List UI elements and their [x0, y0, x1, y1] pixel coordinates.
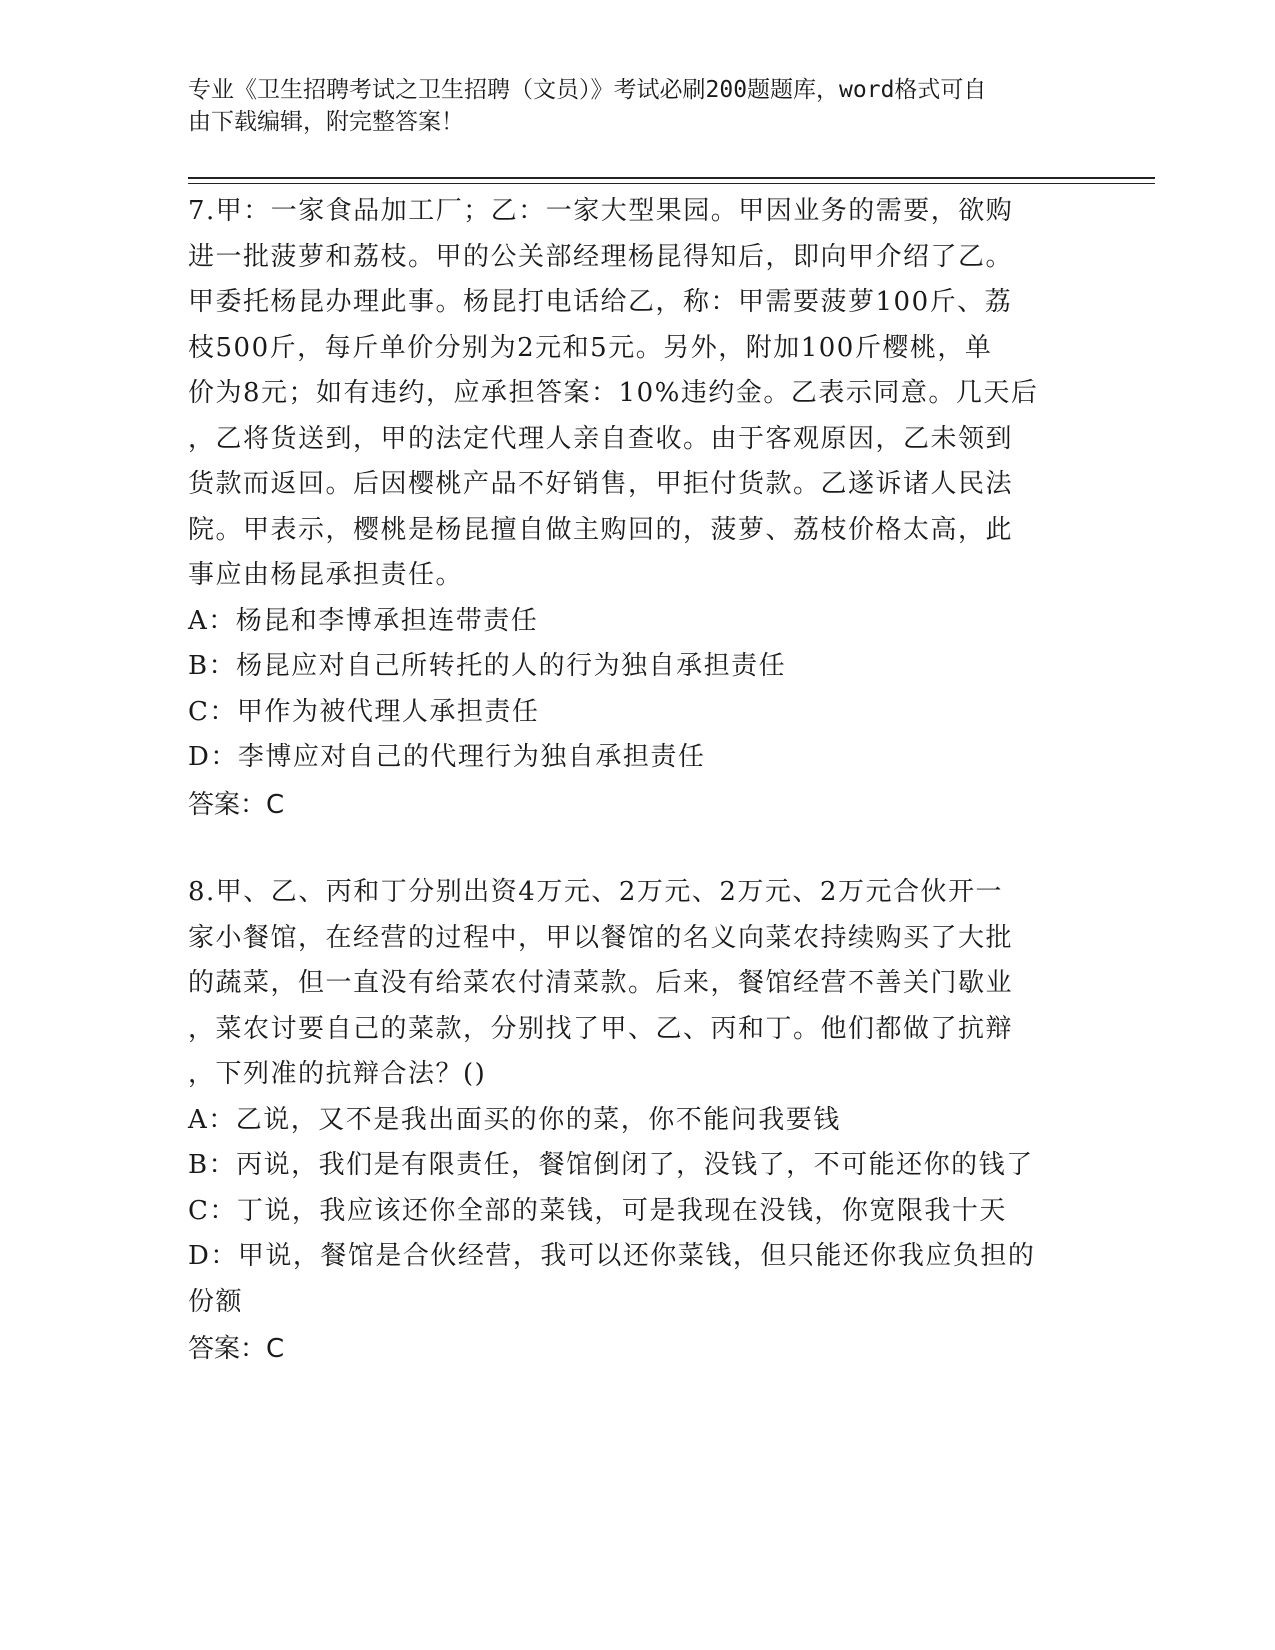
stem-line: ，下列准的抗辩合法？() [188, 1059, 487, 1089]
answer: 答案：C [188, 789, 285, 820]
header-line-1: 专业《卫生招聘考试之卫生招聘（文员）》考试必刷200题题库，word格式可自 [188, 77, 987, 103]
stem-line: 价为8元；如有违约，应承担答案：10%违约金。乙表示同意。几天后 [188, 378, 1039, 408]
question-7 [188, 189, 1068, 828]
question-stem [188, 189, 1068, 599]
stem-line: 枝500斤，每斤单价分别为2元和5元。另外，附加100斤樱桃，单 [188, 332, 993, 363]
header-divider-thin [188, 183, 1155, 184]
document-header [188, 74, 1068, 138]
question-8 [188, 870, 1068, 1373]
stem-line: 8.甲、乙、丙和丁分别出资4万元、2万元、2万元、2万元合伙开一 [188, 877, 1003, 907]
stem-line: 事应由杨昆承担责任。 [188, 560, 464, 590]
option-d: D：李博应对自己的代理行为独自承担责任 [188, 742, 706, 772]
option-d: D：甲说，餐馆是合伙经营，我可以还你菜钱，但只能还你我应负担的 [188, 1241, 1036, 1271]
header-line-2: 由下载编辑，附完整答案！ [188, 109, 464, 135]
header-divider-thick [188, 177, 1155, 179]
option-a: A：杨昆和李博承担连带责任 [188, 605, 539, 636]
stem-line: 7.甲：一家食品加工厂；乙：一家大型果园。甲因业务的需要，欲购 [188, 196, 1014, 226]
option-a: A：乙说，又不是我出面买的你的菜，你不能问我要钱 [188, 1104, 841, 1135]
stem-line: 的蔬菜，但一直没有给菜农付清菜款。后来，餐馆经营不善关门歇业 [188, 968, 1014, 998]
stem-line: 甲委托杨昆办理此事。杨昆打电话给乙，称：甲需要菠萝100斤、荔 [188, 287, 1013, 317]
stem-line: 进一批菠萝和荔枝。甲的公关部经理杨昆得知后，即向甲介绍了乙。 [188, 241, 1014, 272]
question-stem [188, 870, 1068, 1098]
stem-line: 家小餐馆，在经营的过程中，甲以餐馆的名义向菜农持续购买了大批 [188, 922, 1014, 953]
stem-line: 货款而返回。后因樱桃产品不好销售，甲拒付货款。乙遂诉诸人民法 [188, 469, 1014, 499]
option-d-continued: 份额 [188, 1286, 244, 1317]
option-b: B：丙说，我们是有限责任，餐馆倒闭了，没钱了，不可能还你的钱了 [188, 1150, 1034, 1180]
stem-line: ，菜农讨要自己的菜款，分别找了甲、乙、丙和丁。他们都做了抗辩 [188, 1013, 1014, 1044]
stem-line: ，乙将货送到，甲的法定代理人亲自查收。由于客观原因，乙未领到 [188, 423, 1014, 454]
answer: 答案：C [188, 1334, 285, 1364]
option-c: C：甲作为被代理人承担责任 [188, 696, 540, 727]
option-c: C：丁说，我应该还你全部的菜钱，可是我现在没钱，你宽限我十天 [188, 1195, 1007, 1226]
stem-line: 院。甲表示，樱桃是杨昆擅自做主购回的，菠萝、荔枝价格太高，此 [188, 514, 1014, 545]
option-b: B：杨昆应对自己所转托的人的行为独自承担责任 [188, 651, 787, 681]
